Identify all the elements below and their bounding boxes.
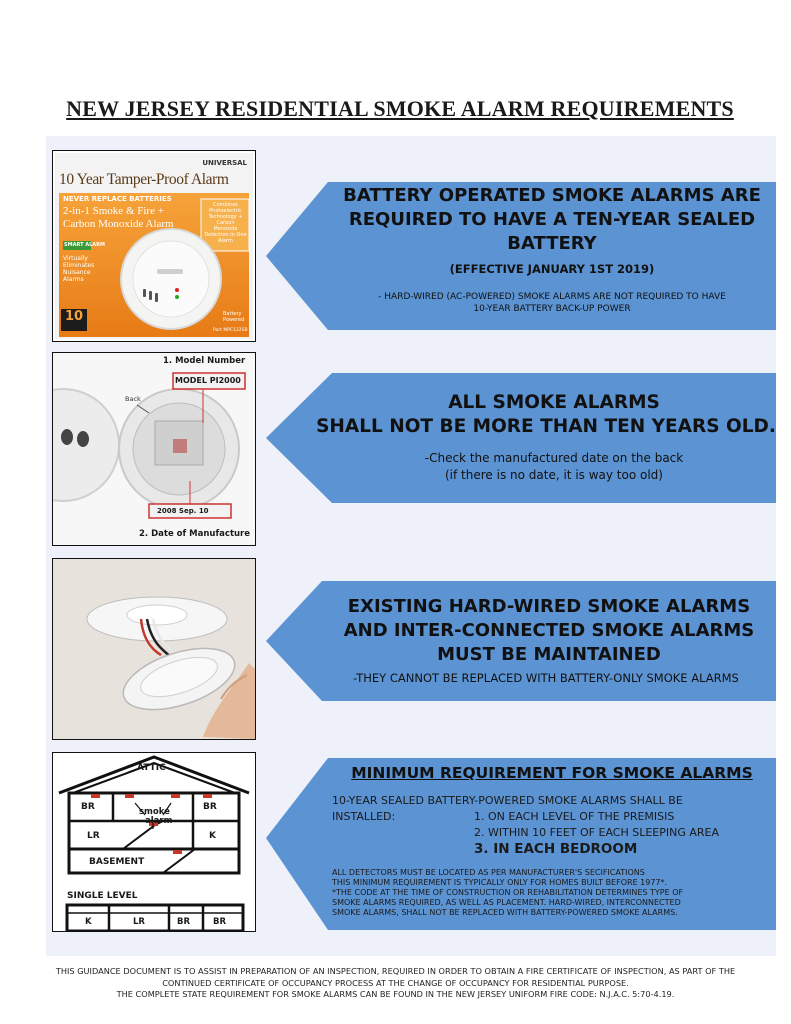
diagram-br-right: BR — [203, 802, 217, 812]
section4-intro-1: 10-YEAR SEALED BATTERY-POWERED SMOKE ALARMS SHALL BE — [332, 794, 683, 807]
section4-intro-2: INSTALLED: — [332, 810, 396, 823]
section4-note-1: ALL DETECTORS MUST BE LOCATED AS PER MANUFACTURER'S SECIFICATIONS — [332, 868, 645, 877]
section3-heading-3: MUST BE MAINTAINED — [437, 644, 661, 665]
footer-line-2: CONTINUED CERTIFICATE OF OCCUPANCY PROCESS AT THE CHANGE OF OCCUPANCY FOR RESIDENTIAL PURPOSE. — [162, 977, 629, 988]
label-model-number: 1. Model Number — [163, 356, 246, 366]
section4-note-4: SMOKE ALARMS REQUIRED, AS WELL AS PLACEMENT. HARD-WIRED, INTERCONNECTED — [332, 898, 681, 907]
model-tag: MODEL PI2000 — [175, 376, 241, 385]
section1-note-2: 10-YEAR BATTERY BACK-UP POWER — [473, 304, 631, 314]
diagram-alarm: alarm — [145, 816, 173, 826]
diagram-sl-br2: BR — [213, 917, 227, 927]
diagram-sl-lr: LR — [133, 917, 145, 927]
box-title: 10 Year Tamper-Proof Alarm — [59, 171, 229, 188]
section3-heading-1: EXISTING HARD-WIRED SMOKE ALARMS — [347, 596, 751, 617]
section4-note-5: SMOKE ALARMS, SHALL NOT BE REPLACED WITH BATTERY-POWERED SMOKE ALARMS. — [332, 908, 678, 917]
section4-item-1: 1. ON EACH LEVEL OF THE PREMISIS — [474, 810, 675, 823]
box-never: NEVER REPLACE BATTERIES — [63, 195, 172, 203]
diagram-sl-k: K — [85, 917, 92, 927]
section3-sub: -THEY CANNOT BE REPLACED WITH BATTERY-ONLY SMOKE ALARMS — [353, 671, 739, 685]
section1-note-1: - HARD-WIRED (AC-POWERED) SMOKE ALARMS ARE NOT REQUIRED TO HAVE — [378, 292, 726, 302]
alarm-back-image — [52, 352, 256, 546]
section4-heading: MINIMUM REQUIREMENT FOR SMOKE ALARMS — [351, 764, 753, 782]
box-part: Part MPC122SB — [213, 328, 248, 333]
section2-heading-2: SHALL NOT BE MORE THAN TEN YEARS OLD. — [316, 416, 776, 437]
diagram-smoke: smoke — [139, 807, 170, 817]
section2-sub-2: (if there is no date, it is way too old) — [445, 468, 663, 482]
box-combines: Combines Photoelectric Technology + Carbon Monoxide Detection in One Alarm — [204, 202, 247, 244]
section4-note-2: THIS MINIMUM REQUIREMENT IS TYPICALLY ONLY FOR HOMES BUILT BEFORE 1977*. — [332, 878, 668, 887]
diagram-attic: ATTIC — [137, 763, 166, 773]
section4-note-3: *THE CODE AT THE TIME OF CONSTRUCTION OR REHABILITATION DETERMINES TYPE OF — [332, 888, 684, 897]
box-smart-badge: SMART ALARM — [64, 242, 105, 248]
footer-line-3: THE COMPLETE STATE REQUIREMENT FOR SMOKE ALARMS CAN BE FOUND IN THE NEW JERSEY UNIFORM FIRE CODE: N.J.A.C. 5:70-4.19. — [116, 989, 675, 999]
section2-heading-1: ALL SMOKE ALARMS — [448, 392, 660, 413]
box-ten-badge: 10 — [64, 309, 84, 324]
diagram-lr: LR — [87, 831, 100, 841]
box-battery: Battery Powered — [223, 311, 245, 323]
section4-item-3: 3. IN EACH BEDROOM — [474, 841, 638, 857]
section1-arrow — [266, 182, 776, 330]
box-brand: UNIVERSAL — [202, 159, 247, 167]
box-virtually: Virtually Eliminates Nuisance Alarms — [63, 255, 95, 283]
section3-arrow — [266, 581, 776, 701]
section2-sub-1: -Check the manufactured date on the back — [424, 451, 684, 465]
section3-heading-2: AND INTER-CONNECTED SMOKE ALARMS — [343, 620, 755, 641]
box-product-2: Carbon Monoxide Alarm — [63, 218, 174, 230]
label-date-of-manufacture: 2. Date of Manufacture — [139, 529, 251, 539]
page-title: NEW JERSEY RESIDENTIAL SMOKE ALARM REQUIREMENTS — [66, 96, 734, 121]
date-tag: 2008 Sep. 10 — [157, 507, 209, 515]
alarm-box-image — [52, 150, 256, 342]
section1-heading: BATTERY OPERATED SMOKE ALARMS ARE REQUIRED TO HAVE A TEN-YEAR SEALED BATTERY — [343, 185, 761, 254]
house-diagram — [52, 752, 256, 932]
back-label: Back — [125, 395, 141, 403]
footer — [30, 966, 761, 1001]
diagram-single-level: SINGLE LEVEL — [67, 891, 138, 901]
hardwired-install-image — [52, 558, 256, 740]
footer-line-1: THIS GUIDANCE DOCUMENT IS TO ASSIST IN PREPARATION OF AN INSPECTION, REQUIRED IN ORDER TO OBTAIN A FIRE CERTIFICATE OF INSPECTION, AS PART OF THE — [55, 966, 736, 976]
section2-arrow — [266, 373, 776, 503]
diagram-br-left: BR — [81, 802, 95, 812]
section4-arrow — [266, 758, 776, 930]
section1-effective: (EFFECTIVE JANUARY 1ST 2019) — [449, 262, 655, 276]
box-product-1: 2-in-1 Smoke & Fire + — [63, 205, 164, 217]
diagram-basement: BASEMENT — [89, 857, 145, 867]
diagram-sl-br1: BR — [177, 917, 191, 927]
diagram-k: K — [209, 831, 216, 841]
section4-item-2: 2. WITHIN 10 FEET OF EACH SLEEPING AREA — [474, 826, 720, 839]
